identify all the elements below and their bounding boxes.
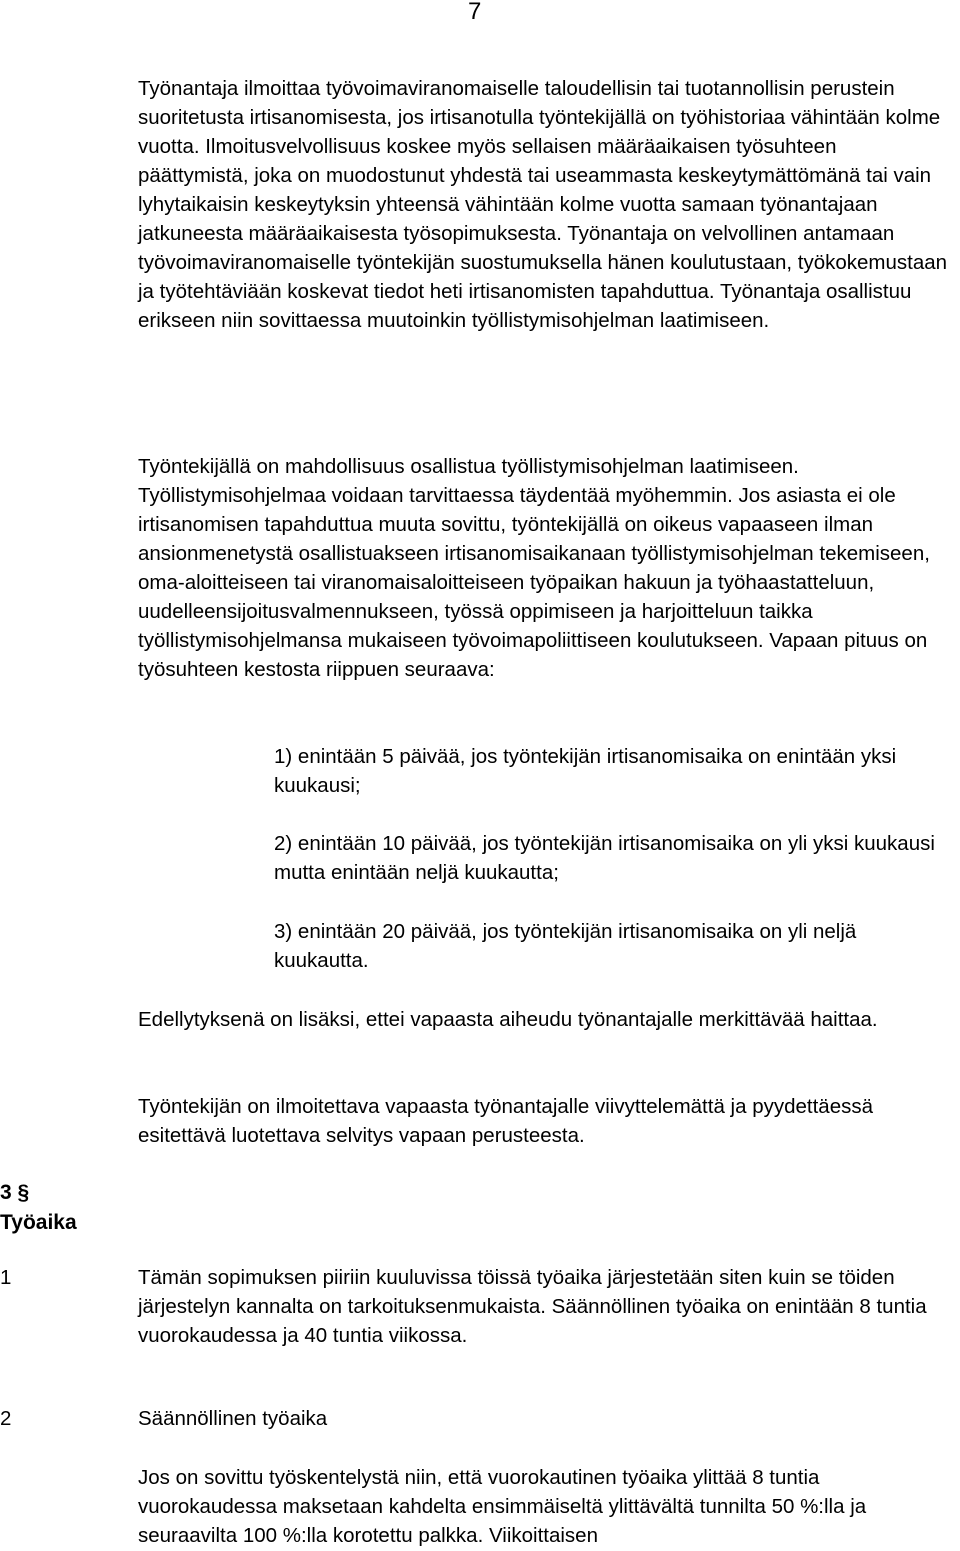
paragraph-notice-duty: Työntekijän on ilmoitettava vapaasta työnantajalle viivyttelemättä ja pyydettäessä esitettävä luotettava selvitys vapaan perusteesta.: [138, 1095, 873, 1147]
list-item: 2) enintään 10 päivää, jos työntekijän irtisanomisaika on yli yksi kuukausi mutta enintään neljä kuukautta;: [274, 832, 935, 884]
section-title: Työaika: [0, 1211, 77, 1234]
clause-heading: Säännöllinen työaika: [138, 1407, 328, 1430]
section-number: 3 §: [0, 1181, 30, 1204]
section-heading: [0, 1178, 77, 1238]
clause-number: 2: [0, 1407, 12, 1430]
clause-text: Tämän sopimuksen piiriin kuuluvissa töissä työaika järjestetään siten kuin se töiden järjestelyn kannalta on tarkoituksenmukaista. Säännöllinen työaika on enintään 8 tuntia vuorokaudessa ja 40 tuntia viikossa.: [138, 1266, 927, 1347]
paragraph-employment-program: Työntekijällä on mahdollisuus osallistua työllistymisohjelman laatimiseen. Työllistymisohjelmaa voidaan tarvittaessa täydentää myöhemmin. Jos asiasta ei ole irtisanomisen tapahduttua muuta sovittu, työntekijällä on oikeus vapaaseen ilman ansionmenetystä osallistuakseen irtisanomisaikanaan työllistymisohjelman tekemiseen, oma-aloitteiseen tai viranomaisaloitteiseen työpaikan hakuun ja työhaastatteluun, uudelleensijoitusvalmennukseen, työssä oppimiseen ja harjoitteluun taikka työllistymisohjelmansa mukaiseen työvoimapoliittiseen koulutukseen. Vapaan pituus on työsuhteen kestosta riippuen seuraava:: [138, 455, 930, 681]
paragraph-condition: Edellytyksenä on lisäksi, ettei vapaasta aiheudu työnantajalle merkittävää haittaa.: [138, 1008, 878, 1031]
clause-1: [0, 1263, 960, 1353]
clause-2: [0, 1404, 960, 1434]
list-item: 3) enintään 20 päivää, jos työntekijän irtisanomisaika on yli neljä kuukautta.: [274, 920, 857, 972]
page-number: 7: [468, 0, 482, 25]
clause-number: 1: [0, 1266, 12, 1289]
list-item: 1) enintään 5 päivää, jos työntekijän irtisanomisaika on enintään yksi kuukausi;: [274, 745, 897, 797]
paragraph-employer-notification: Työnantaja ilmoittaa työvoimaviranomaiselle taloudellisin tai tuotannollisin perustein suoritetusta irtisanomisesta, jos irtisanotulla työntekijällä on työhistoriaa vähintään kolme vuotta. Ilmoitusvelvollisuus koskee myös sellaisen määräaikaisen työsuhteen päättymistä, joka on muodostunut yhdestä tai useammasta keskeytymättömänä tai vain lyhytaikaisin keskeytyksin yhteensä vähintään kolme vuotta samaan työnantajaan jatkuneesta määräaikaisesta työsopimuksesta. Työnantaja on velvollinen antamaan työvoimaviranomaiselle työntekijän suostumuksella hänen koulutustaan, työkokemustaan ja työtehtäviään koskevat tiedot heti irtisanomisten tapahduttua. Työnantaja osallistuu erikseen niin sovittaessa muutoinkin työllistymisohjelman laatimiseen.: [138, 77, 948, 332]
paragraph-overtime: Jos on sovittu työskentelystä niin, että vuorokautinen työaika ylittää 8 tuntia vuorokaudessa maksetaan kahdelta ensimmäiseltä ylittävältä tunnilta 50 %:lla ja seuraavilta 100 %:lla korotettu palkka. Viikoittaisen: [138, 1466, 867, 1547]
